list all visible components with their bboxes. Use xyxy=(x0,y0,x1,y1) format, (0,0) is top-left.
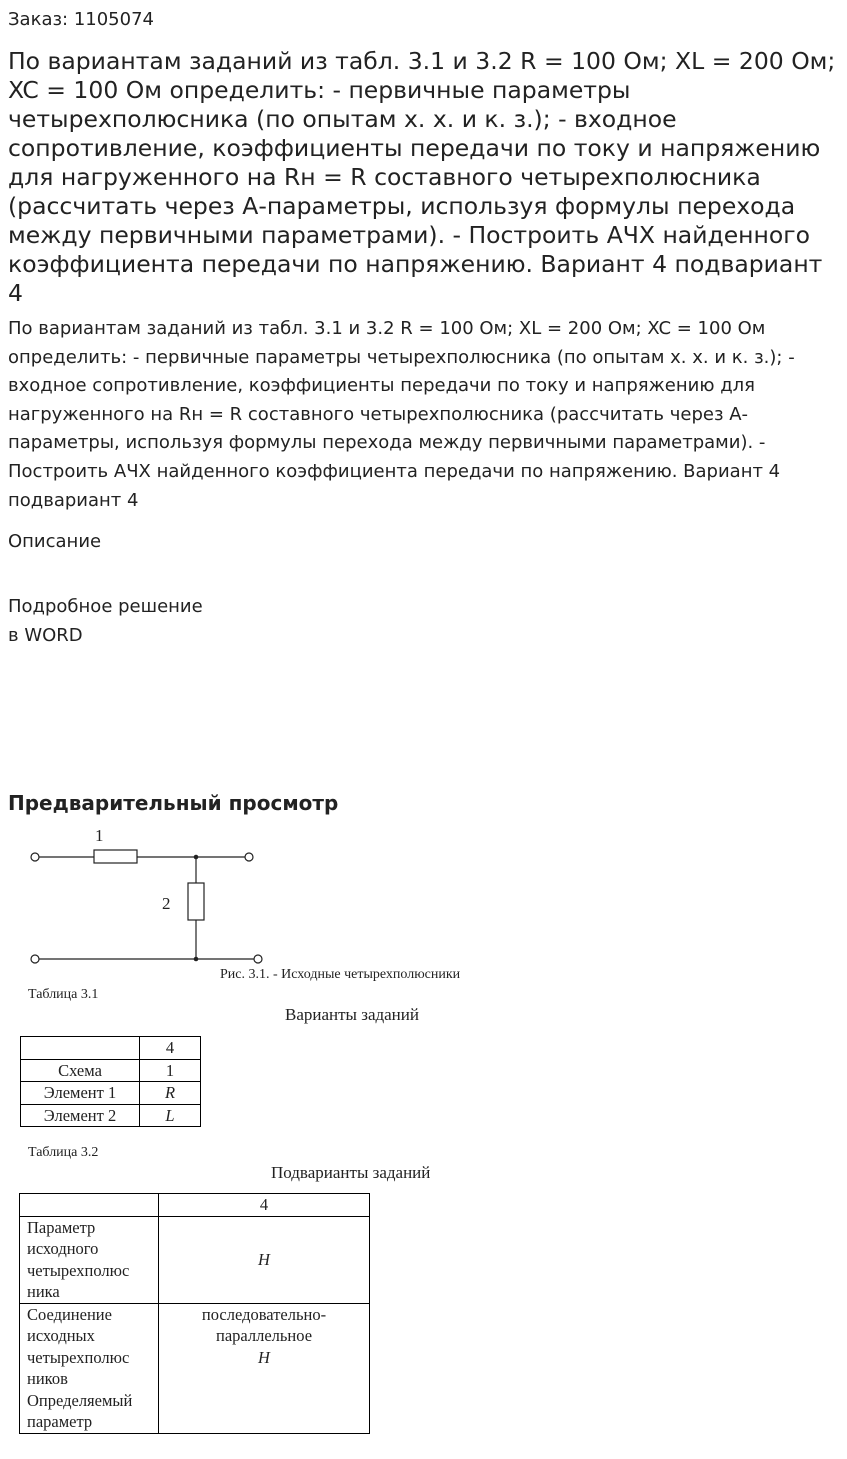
table-row xyxy=(20,1303,370,1433)
terminal-top-right xyxy=(245,853,253,861)
table-subvariants xyxy=(19,1193,370,1434)
cell-line: Параметр xyxy=(27,1217,96,1237)
table-cell xyxy=(159,1303,370,1433)
solution-line-2: в WORD xyxy=(8,624,83,646)
table-cell xyxy=(20,1303,159,1433)
element-2-label: 2 xyxy=(162,894,171,913)
node-bottom xyxy=(194,957,199,962)
table-row xyxy=(20,1216,370,1303)
table-cell: R xyxy=(140,1082,201,1105)
order-number: Заказ: 1105074 xyxy=(8,9,154,30)
cell-line: Соединение xyxy=(27,1304,112,1324)
table-row xyxy=(21,1037,201,1060)
element-1-label: 1 xyxy=(95,826,104,845)
table-row xyxy=(21,1059,201,1082)
table-row xyxy=(21,1104,201,1127)
table-cell xyxy=(20,1216,159,1303)
task-description: По вариантам заданий из табл. 3.1 и 3.2 R = 100 Ом; XL = 200 Ом; XC = 100 Ом определить: - первичные параметры четырехполюсника (по опытам х. х. и к. з.); - входное сопротивление, коэффициенты передачи по току и напряжению для нагруженного на Rн = R составного четырехполюсника (рассчитать через А-параметры, используя формулы перехода между первичными параметрами). - Построить АЧХ найденного коэффициента передачи по напряжению. Вариант 4 подвариант 4 xyxy=(8,318,795,511)
table-cell xyxy=(21,1037,140,1060)
cell-line: исходных xyxy=(27,1326,95,1345)
table-row xyxy=(21,1082,201,1105)
description-heading: Описание xyxy=(8,531,102,552)
cell-line: параллельное xyxy=(215,1326,313,1345)
cell-line: четырехполюс xyxy=(27,1260,130,1280)
table2-label: Таблица 3.2 xyxy=(28,1145,99,1160)
terminal-top-left xyxy=(31,853,39,861)
table2-title: Подварианты заданий xyxy=(271,1163,431,1182)
table-variants xyxy=(20,1036,201,1127)
node-top xyxy=(194,855,199,860)
cell-line: ников xyxy=(27,1369,68,1388)
cell-line: параметр xyxy=(27,1412,93,1431)
cell-line: ника xyxy=(27,1282,60,1301)
solution-line-1: Подробное решение xyxy=(8,596,203,617)
table-header-cell: 4 xyxy=(159,1194,370,1217)
cell-line: четырехполюс xyxy=(27,1347,130,1367)
table-cell: Элемент 1 xyxy=(21,1082,140,1105)
table-cell: Схема xyxy=(21,1059,140,1082)
table-cell: Элемент 2 xyxy=(21,1104,140,1127)
table-header-cell: 4 xyxy=(140,1037,201,1060)
cell-line: Определяемый xyxy=(27,1390,133,1410)
terminal-bottom-left xyxy=(31,955,39,963)
table-cell xyxy=(20,1194,159,1217)
cell-line: H xyxy=(258,1347,270,1367)
element-2-resistor xyxy=(188,883,204,920)
table-row xyxy=(20,1194,370,1217)
preview-heading: Предварительный просмотр xyxy=(8,791,339,815)
cell-line: исходного xyxy=(27,1239,99,1258)
table-cell: L xyxy=(140,1104,201,1127)
figure-caption: Рис. 3.1. - Исходные четырехполюсники xyxy=(220,967,461,982)
cell-line: последовательно- xyxy=(201,1304,327,1324)
page-title: По вариантам заданий из табл. 3.1 и 3.2 R = 100 Ом; XL = 200 Ом; XC = 100 Ом определить: - первичные параметры четырехполюсника (по опытам х. х. и к. з.); - входное сопротивление, коэффициенты передачи по току и напряжению для нагруженного на Rн = R составного четырехполюсника (рассчитать через А-параметры, используя формулы перехода между первичными параметрами). - Построить АЧХ найденного коэффициента передачи по напряжению. Вариант 4 подвариант 4 xyxy=(8,47,836,307)
table1-label: Таблица 3.1 xyxy=(28,987,99,1002)
table-cell: H xyxy=(159,1216,370,1303)
terminal-bottom-right xyxy=(254,955,262,963)
table1-title: Варианты заданий xyxy=(285,1005,419,1024)
table-cell: 1 xyxy=(140,1059,201,1082)
element-1-resistor xyxy=(94,850,137,863)
